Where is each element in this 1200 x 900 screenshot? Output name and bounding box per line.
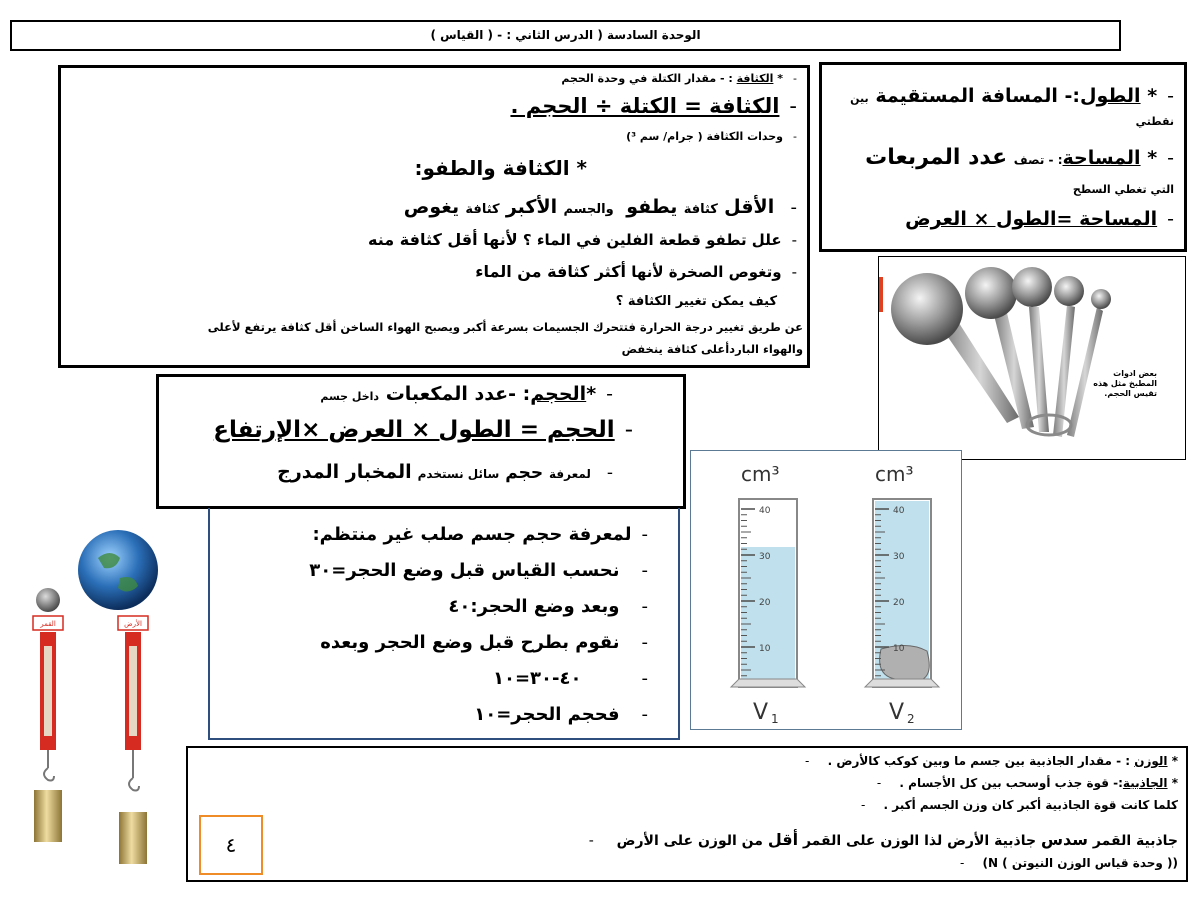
change-density-answer-2: والهواء الباردأعلى كثافة ينخفض (621, 342, 803, 356)
density-formula: -الكثافة = الكتلة ÷ الحجم . (510, 94, 797, 118)
header-bar (10, 20, 1121, 51)
length-label: الطول (1080, 85, 1141, 107)
spoons-caption-line1: بعض ادوات (1113, 369, 1157, 378)
volume-box (156, 374, 686, 509)
weight-definition: * الوزن : - مقدار الجاذبية بين جسم ما وبين كوكب كالأرض . - (805, 754, 1178, 768)
area-label: المساحة (1062, 147, 1141, 169)
cork-question: -علل تطفو قطعة الفلين في الماء ؟ لأنها أقل كثافة منه (368, 230, 797, 249)
cylinders-svg (691, 451, 961, 729)
cylinder-2-label: V (889, 700, 905, 725)
cylinder-2-tick-label: 20 (893, 598, 905, 608)
density-definition: -* الكثافة : - مقدار الكتلة في وحدة الحجم (561, 72, 797, 85)
floating-heading: * الكثافة والطفو: (414, 156, 587, 180)
rock-sentence: -وتغوص الصخرة لأنها أكثر كثافة من الماء (475, 262, 797, 281)
cylinder-1-tick-label: 20 (759, 598, 771, 608)
irregular-step-2: -وبعد وضع الحجر:٤٠ (448, 596, 648, 617)
weight-unit: (( وحدة قياس الوزن النيوتن ) N) - (959, 856, 1178, 870)
length-def-small: بين (850, 92, 869, 105)
earth-globe (78, 530, 158, 610)
earth-scale (118, 616, 148, 864)
length-def: :- المسافة المستقيمة (875, 85, 1081, 107)
weight-box (186, 746, 1188, 882)
floating-rule: - الأقل كثافة يطفو والجسم الأكبر كثافة يغوص (403, 196, 797, 218)
page-number: ٤ (225, 833, 237, 857)
irregular-step-3: -نقوم بطرح قبل وضع الحجر وبعده (320, 632, 648, 653)
gravity-rule: كلما كانت قوة الجاذبية أكبر كان وزن الجسم أكبر . - (860, 798, 1178, 812)
volume-definition: -*الحجم: -عدد المكعبات داخل جسم (320, 383, 613, 405)
volume-tool: - لمعرفة حجم سائل نستخدم المخبار المدرج (277, 461, 613, 483)
change-density-answer-1: عن طريق تغيير درجة الحرارة فتتحرك الجسيمات بسرعة أكبر ويصبح الهواء الساخن أقل كثافة يرتفع لأعلى (207, 320, 803, 334)
spring-scales-illustration (20, 528, 165, 870)
area-formula: -المساحة =الطول × العرض (905, 208, 1174, 230)
graduated-cylinders-diagram (690, 450, 962, 730)
spoons-caption (1087, 369, 1157, 399)
cylinder-1-unit: cm³ (741, 462, 780, 486)
earth-scale-label: الأرض (124, 620, 142, 628)
spring-scales-svg (20, 528, 165, 870)
moon-globe (36, 588, 60, 612)
irregular-step-4: -٤٠-٣٠=١٠ (492, 668, 648, 689)
cylinder-2-unit: cm³ (875, 462, 914, 486)
cylinder-2-tick-label: 30 (893, 552, 905, 562)
spoons-caption-line3: تقيس الحجم. (1104, 389, 1157, 398)
cylinder-2-subscript: 2 (907, 712, 915, 726)
change-density-question: كيف يمكن تغيير الكثافة ؟ (615, 294, 777, 309)
moon-weight-sentence: جاذبية القمر سدس جاذبية الأرض لذا الوزن على القمر أقل من الوزن على الأرض - (588, 830, 1178, 849)
volume-formula: -الحجم = الطول × العرض ×الإرتفاع (213, 417, 633, 443)
irregular-step-5: -فحجم الحجر=١٠ (474, 704, 648, 725)
moon-weight (34, 790, 62, 842)
spoons-caption-line2: المطبخ مثل هذه (1093, 379, 1157, 388)
cylinder-1-tick-label: 10 (759, 644, 771, 654)
cylinder-1 (731, 499, 805, 687)
cylinder-2-tick-label: 40 (893, 506, 905, 516)
area-definition: -* المساحة: - تصف عدد المربعات (865, 145, 1174, 170)
area-def: : - تصف (1013, 153, 1063, 167)
moon-scale-label: القمر (40, 620, 56, 628)
irregular-title: -لمعرفة حجم جسم صلب غير منتظم: (312, 524, 648, 545)
spoons-illustration (879, 257, 1185, 459)
length-area-box (819, 62, 1187, 252)
area-tail: التي تغطي السطح (1072, 183, 1174, 196)
cylinder-1-label: V (753, 700, 769, 725)
cylinder-1-tick-label: 40 (759, 506, 771, 516)
cylinder-1-subscript: 1 (771, 712, 779, 726)
earth-weight (119, 812, 147, 864)
irregular-step-1: -نحسب القياس قبل وضع الحجر=٣٠ (309, 560, 648, 581)
page-number-box (199, 815, 263, 875)
header-title: الوحدة السادسة ( الدرس الثاني : - ( القياس ) (430, 28, 701, 42)
length-def-tail: نقطتي (1135, 115, 1174, 128)
gravity-definition: * الجاذبية:- قوة جذب أوسحب بين كل الأجسام . - (876, 776, 1178, 790)
cylinder-1-water (741, 547, 795, 687)
irregular-solid-box (208, 508, 680, 740)
moon-scale (33, 616, 63, 842)
cylinder-2-tick-label: 10 (893, 644, 905, 654)
density-units: -وحدات الكثافة ( جرام/ سم ³) (626, 130, 797, 143)
cylinder-2 (865, 499, 939, 687)
area-big: عدد المربعات (865, 145, 1008, 170)
length-definition: -* الطول:- المسافة المستقيمة بين (850, 85, 1174, 107)
cylinder-1-tick-label: 30 (759, 552, 771, 562)
measuring-spoons-image (878, 256, 1186, 460)
density-box (58, 65, 810, 368)
